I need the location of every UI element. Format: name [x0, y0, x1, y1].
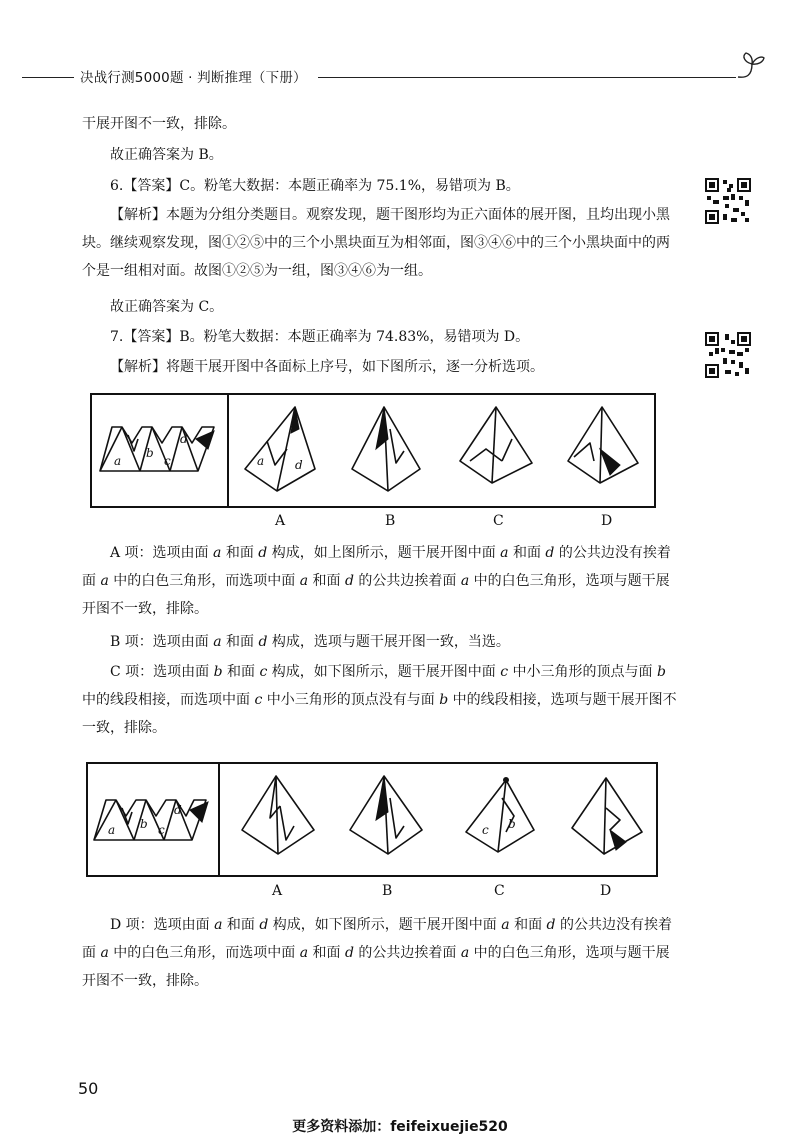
option-b-analysis: B 项：选项由面 a 和面 d 构成，选项与题干展开图一致，当选。: [110, 634, 510, 650]
pyramid-c-label-b: b: [508, 817, 516, 831]
figure-1-divider: [227, 395, 229, 506]
face-label-c-2: c: [158, 823, 165, 837]
figure-1-net: [92, 395, 227, 506]
q6-answer: 6.【答案】C。粉笔大数据：本题正确率为 75.1%，易错项为 B。: [110, 178, 520, 194]
paragraph-answer-b: 故正确答案为 B。: [110, 147, 223, 163]
figure-2-option-label-d: D: [600, 883, 612, 899]
figure-2-pyramid-c: [458, 768, 540, 872]
figure-1-option-label-b: B: [385, 513, 396, 529]
header-rule-right: [318, 77, 736, 78]
q7-analysis-intro: 【解析】将题干展开图中各面标上序号，如下图所示，逐一分析选项。: [110, 359, 544, 375]
option-a-analysis: A 项：选项由面 a 和面 d 构成，如上图所示，题干展开图中面 a 和面 d 的公共边没有挨着面 a 中的白色三角形，而选项中面 a 和面 d 的公共边挨着面 a 中的白色三角形，选项与题干展开图不一致，排除。: [82, 545, 671, 617]
figure-2-option-label-a: A: [272, 883, 283, 899]
figure-2-pyramid-b: [344, 768, 426, 872]
pyramid-c-label-c: c: [482, 823, 489, 837]
face-label-c: c: [164, 454, 171, 468]
figure-1-option-label-d: D: [601, 513, 613, 529]
pyramid-a-label-a: a: [257, 454, 265, 468]
figure-1: [90, 393, 656, 508]
face-label-a: a: [114, 454, 122, 468]
footer-handle: feifeixuejie520: [390, 1119, 508, 1135]
figure-1-pyramid-a: [237, 399, 319, 503]
figure-1-pyramid-b: [344, 399, 426, 503]
figure-1-pyramid-c: [452, 399, 534, 503]
option-d-analysis: D 项：选项由面 a 和面 d 构成，如下图所示，题干展开图中面 a 和面 d 的公共边没有挨着面 a 中的白色三角形，而选项中面 a 和面 d 的公共边挨着面 a 中的白色三角形，选项与题干展开图不一致，排除。: [82, 917, 672, 989]
face-label-b: b: [146, 446, 154, 460]
figure-2-option-label-c: C: [494, 883, 505, 899]
pyramid-a-label-d: d: [295, 458, 303, 472]
figure-1-option-label-a: A: [275, 513, 286, 529]
qr-code-q6[interactable]: [703, 176, 753, 226]
figure-2-pyramid-a: [236, 768, 318, 872]
figure-1-pyramid-d: [560, 399, 642, 503]
footer-prefix: 更多资料添加：: [292, 1119, 391, 1135]
face-label-a-2: a: [108, 823, 116, 837]
face-label-b-2: b: [140, 817, 148, 831]
header-title: 决战行测5000题 · 判断推理（下册）: [80, 70, 307, 86]
qr-code-q7[interactable]: [703, 330, 753, 380]
paragraph-exclusion-note: 干展开图不一致，排除。: [82, 116, 236, 132]
option-c-analysis: C 项：选项由面 b 和面 c 构成，如下图所示，题干展开图中面 c 中小三角形的顶点与面 b 中的线段相接，而选项中面 c 中小三角形的顶点没有与面 b 中的线段相接，选项与题干展开图不一致，排除。: [82, 664, 677, 736]
figure-2-net: [88, 764, 218, 875]
page-number: 50: [78, 1079, 99, 1098]
footer-contact: [0, 1116, 800, 1136]
header-rule-left: [22, 77, 74, 78]
q6-conclusion: 故正确答案为 C。: [110, 299, 224, 315]
q6-analysis: 【解析】本题为分组分类题目。观察发现，题干图形均为正六面体的展开图，且均出现小黑块。继续观察发现，图①②⑤中的三个小黑块面互为相邻面，图③④⑥中的三个小黑块面中的两个是一组相对面。故图①②⑤为一组，图③④⑥为一组。: [82, 207, 670, 279]
figure-2-divider: [218, 764, 220, 875]
figure-2-pyramid-d: [564, 768, 646, 872]
face-label-d-2: d: [174, 803, 182, 817]
figure-1-option-label-c: C: [493, 513, 504, 529]
face-label-d: d: [180, 432, 188, 446]
figure-2-option-label-b: B: [382, 883, 393, 899]
q7-answer: 7.【答案】B。粉笔大数据：本题正确率为 74.83%，易错项为 D。: [110, 329, 530, 345]
sprout-icon: [732, 48, 766, 88]
figure-2: [86, 762, 658, 877]
